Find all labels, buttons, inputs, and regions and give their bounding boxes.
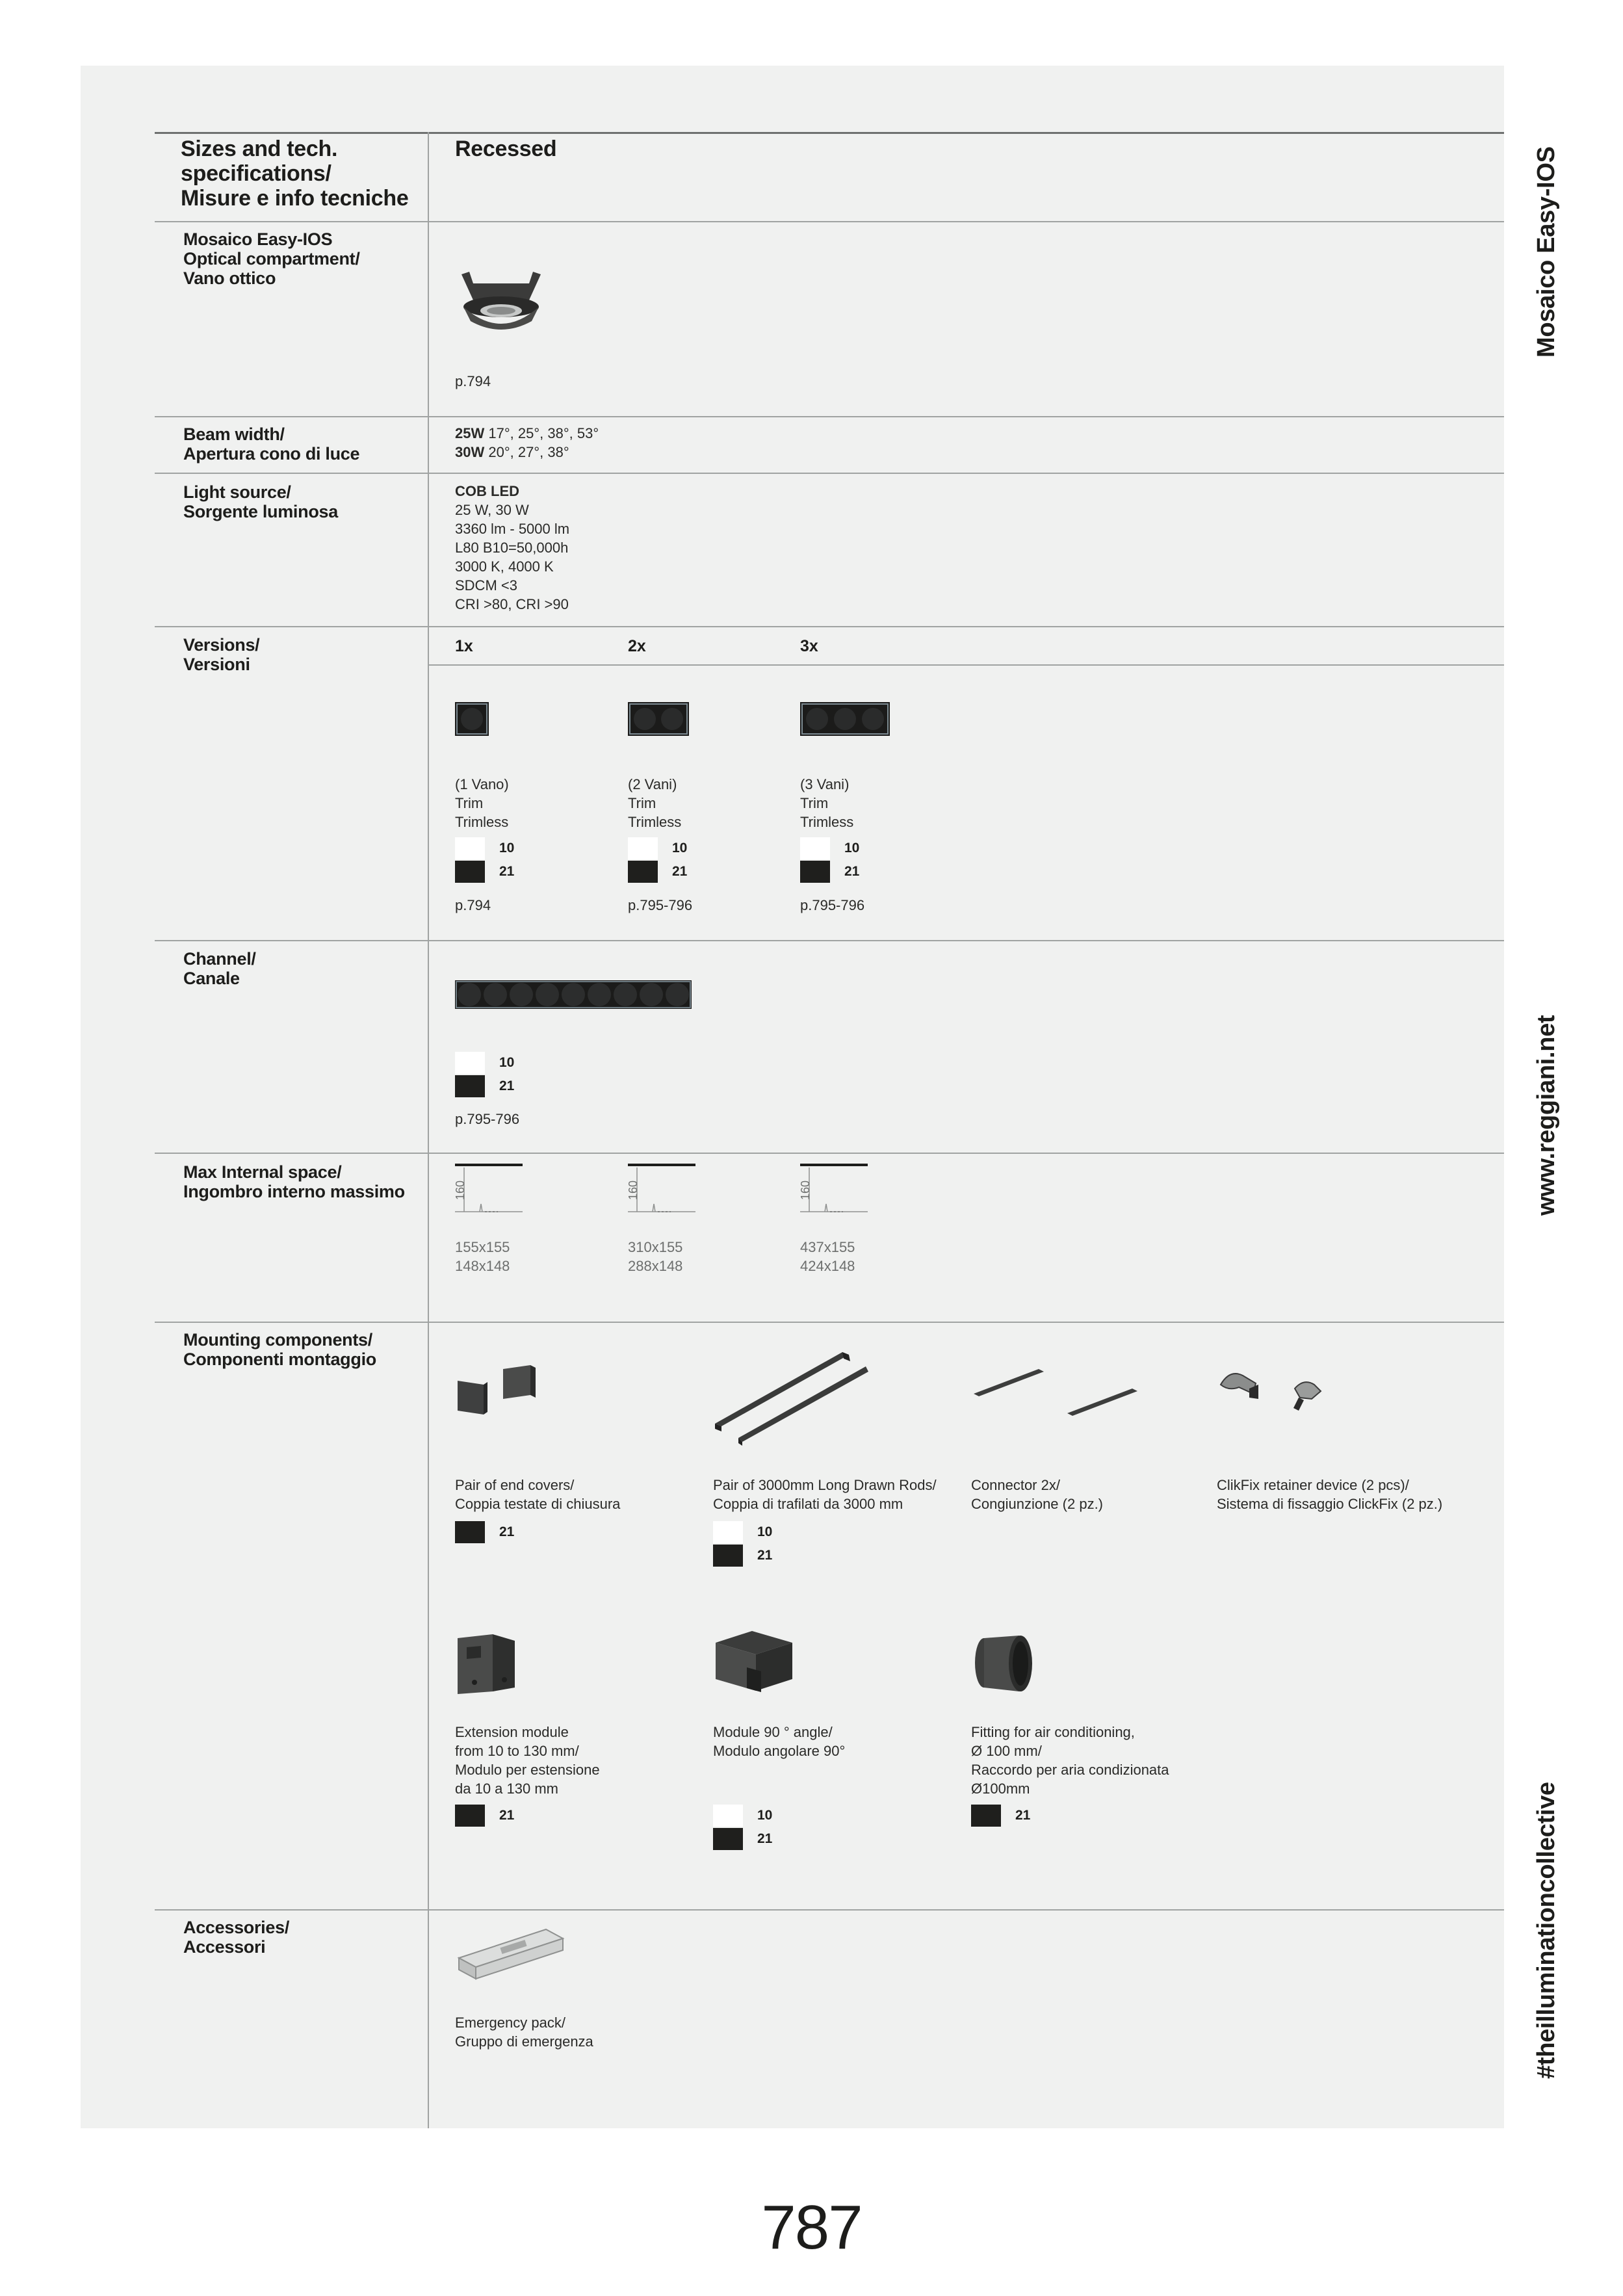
channel-page-ref: p.795-796: [455, 1111, 520, 1127]
module-90-swatch-black: [713, 1828, 743, 1850]
accessories-label: Accessories/ Accessori: [183, 1918, 290, 1957]
end-covers-swatch-black: [455, 1521, 485, 1543]
air-fitting-desc: Fitting for air conditioning, Ø 100 mm/ Raccordo per aria condizionata Ø100mm: [971, 1724, 1169, 1797]
version-2x-swatch-black: [628, 861, 658, 883]
version-1x-swatch-black: [455, 861, 485, 883]
drawn-rods-image: [712, 1346, 871, 1443]
height-mark-1x: 160: [454, 1180, 467, 1200]
version-3x-swatch-white: [800, 837, 830, 859]
version-2x-swatch-white: [628, 837, 658, 859]
connector-desc: Connector 2x/ Congiunzione (2 pz.): [971, 1477, 1104, 1512]
air-fitting-image: [971, 1633, 1036, 1695]
internal-space-label: Max Internal space/ Ingombro interno massimo: [183, 1162, 405, 1201]
version-3x-page-ref: p.795-796: [800, 897, 865, 913]
version-2x-desc: (2 Vani) Trim Trimless: [628, 776, 682, 830]
module-90-image: [713, 1628, 795, 1696]
version-1x-code-white: 10: [499, 841, 515, 855]
page-number: 787: [761, 2193, 862, 2262]
spec-panel: [81, 66, 1504, 2128]
version-3x-code-white: 10: [844, 841, 860, 855]
drawn-rods-code-white: 10: [757, 1524, 773, 1539]
row-divider-beam: [155, 416, 1504, 417]
version-3x-code-black: 21: [844, 864, 860, 879]
extension-module-swatch-black: [455, 1805, 485, 1827]
end-covers-desc: Pair of end covers/ Coppia testate di chiusura: [455, 1477, 621, 1512]
beam-values: [455, 424, 599, 462]
version-1x-desc: (1 Vano) Trim Trimless: [455, 776, 509, 830]
light-source-label: Light source/ Sorgente luminosa: [183, 482, 338, 521]
row-divider-versions: [155, 626, 1504, 627]
extension-module-code-black: 21: [499, 1808, 515, 1823]
beam-label: Beam width/ Apertura cono di luce: [183, 424, 360, 463]
drawn-rods-desc: Pair of 3000mm Long Drawn Rods/ Coppia di trafilati da 3000 mm: [713, 1477, 937, 1512]
channel-code-white: 10: [499, 1055, 515, 1070]
version-1x-page-ref: p.794: [455, 897, 491, 913]
drawn-rods-swatch-white: [713, 1521, 743, 1543]
drawn-rods-swatch-black: [713, 1545, 743, 1567]
beam-row-25w: 25W 17°, 25°, 38°, 53°: [455, 425, 599, 441]
channel-label: Channel/ Canale: [183, 949, 256, 988]
module-90-swatch-white: [713, 1805, 743, 1827]
internal-space-dims-1x: 155x155 148x148: [455, 1239, 510, 1274]
row-divider-accessories: [155, 1909, 1504, 1911]
versions-subheader-rule: [428, 664, 1504, 666]
channel-code-black: 21: [499, 1078, 515, 1093]
version-2x-page-ref: p.795-796: [628, 897, 693, 913]
version-3x-image: [800, 702, 890, 736]
optical-compartment-image: [452, 268, 550, 339]
version-3x-swatch-black: [800, 861, 830, 883]
version-3x-name: 3x: [800, 637, 818, 655]
version-1x-image: [455, 702, 489, 736]
air-fitting-code-black: 21: [1015, 1808, 1031, 1823]
end-covers-image: [455, 1359, 539, 1417]
version-1x-swatch-white: [455, 837, 485, 859]
version-1x-code-black: 21: [499, 864, 515, 879]
end-covers-code-black: 21: [499, 1524, 515, 1539]
drawn-rods-code-black: 21: [757, 1548, 773, 1563]
channel-image: [455, 980, 692, 1009]
sidebar-hashtag: #theilluminationcollective: [1533, 1782, 1560, 2079]
channel-swatch-black: [455, 1075, 485, 1097]
clikfix-desc: ClikFix retainer device (2 pcs)/ Sistema di fissaggio ClickFix (2 pz.): [1217, 1477, 1443, 1512]
row-divider-optical: [155, 221, 1504, 222]
extension-module-image: [455, 1632, 517, 1694]
module-90-code-white: 10: [757, 1808, 773, 1823]
mounting-label: Mounting components/ Componenti montaggio: [183, 1330, 376, 1369]
version-3x-desc: (3 Vani) Trim Trimless: [800, 776, 854, 830]
version-2x-image: [628, 702, 689, 736]
row-divider-mounting: [155, 1322, 1504, 1323]
version-2x-code-black: 21: [672, 864, 688, 879]
connector-image: [971, 1365, 1140, 1417]
optical-label: Mosaico Easy-IOS Optical compartment/ Vano ottico: [183, 229, 360, 288]
height-mark-3x: 160: [799, 1180, 812, 1200]
row-divider-light: [155, 473, 1504, 474]
extension-module-desc: Extension module from 10 to 130 mm/ Modulo per estensione da 10 a 130 mm: [455, 1724, 600, 1797]
module-90-code-black: 21: [757, 1831, 773, 1846]
emergency-pack-desc: Emergency pack/ Gruppo di emergenza: [455, 2015, 593, 2050]
internal-space-dims-2x: 310x155 288x148: [628, 1239, 683, 1274]
table-column-divider: [428, 132, 429, 2128]
row-divider-channel: [155, 940, 1504, 941]
header-right-title: Recessed: [455, 137, 557, 161]
sidebar-website: www.reggiani.net: [1533, 1015, 1560, 1216]
versions-label: Versions/ Versioni: [183, 635, 260, 674]
light-source-values: COB LED 25 W, 30 W 3360 lm - 5000 lm L80 B10=50,000h 3000 K, 4000 K SDCM <3 CRI >80, CRI >90: [455, 483, 570, 612]
sidebar-product-name: Mosaico Easy-IOS: [1533, 146, 1560, 358]
optical-page-ref: p.794: [455, 373, 491, 389]
beam-row-30w: 30W 20°, 27°, 38°: [455, 444, 569, 460]
air-fitting-swatch-black: [971, 1805, 1001, 1827]
version-1x-name: 1x: [455, 637, 473, 655]
table-top-rule: [155, 132, 1504, 134]
internal-space-dims-3x: 437x155 424x148: [800, 1239, 855, 1274]
emergency-pack-image: [455, 1925, 565, 1984]
height-mark-2x: 160: [627, 1180, 640, 1200]
version-2x-code-white: 10: [672, 841, 688, 855]
header-left-title: Sizes and tech. specifications/ Misure e info tecniche: [181, 137, 409, 211]
channel-swatch-white: [455, 1052, 485, 1074]
module-90-desc: Module 90 ° angle/ Modulo angolare 90°: [713, 1724, 846, 1759]
clikfix-image: [1217, 1365, 1334, 1417]
row-divider-space: [155, 1153, 1504, 1154]
version-2x-name: 2x: [628, 637, 646, 655]
